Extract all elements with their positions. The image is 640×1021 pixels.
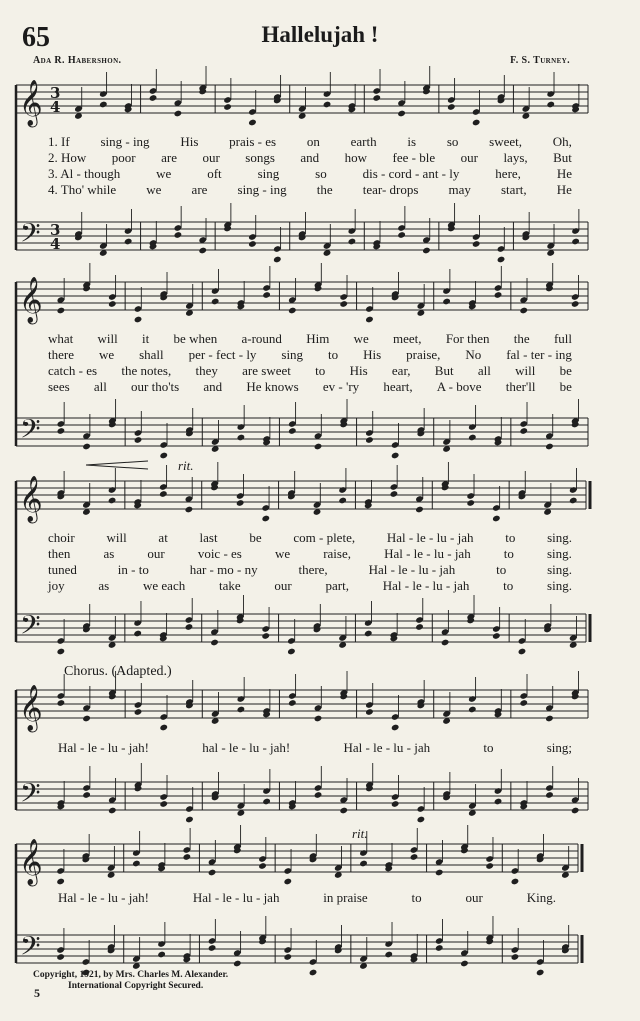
note-head: [390, 490, 399, 498]
note-head: [283, 878, 292, 886]
lyric-syllable: com - plete,: [293, 530, 356, 545]
lyric-syllable: songs: [245, 150, 275, 165]
note-head: [198, 247, 207, 255]
note-head: [571, 238, 580, 246]
lyric-syllable: what: [48, 331, 74, 346]
hymn-number: 65: [22, 22, 50, 53]
lyric-syllable: sing.: [547, 578, 572, 593]
lyric-syllable: sees: [48, 379, 70, 394]
lyric-line: [58, 740, 572, 756]
note-head: [236, 499, 245, 507]
note-head: [159, 490, 168, 498]
note-head: [283, 953, 292, 961]
note-head: [210, 639, 219, 647]
lyric-syllable: at: [158, 530, 168, 545]
lyric-line: [48, 578, 572, 594]
lyric-syllable: ev - 'ry: [322, 379, 360, 394]
copyright-notice: Copyright, 1921, by Mrs. Charles M. Alexander.: [33, 970, 229, 980]
bass-clef-icon: 𝄢: [20, 930, 41, 968]
treble-clef-icon: 𝄞: [19, 839, 43, 885]
note-head: [273, 256, 282, 264]
lyric-syllable: our: [147, 546, 165, 561]
lyric-syllable: our: [274, 578, 292, 593]
lyric-syllable: to: [315, 363, 326, 378]
note-head: [494, 291, 503, 299]
lyric-syllable: 2. How: [48, 150, 87, 165]
note-head: [472, 240, 481, 248]
note-head: [248, 119, 257, 127]
lyric-syllable: to: [505, 530, 516, 545]
lyric-syllable: Hal - le - lu - jah!: [58, 890, 149, 905]
note-head: [397, 231, 406, 239]
hairpin-marking: [86, 461, 148, 469]
note-head: [365, 708, 374, 716]
lyric-syllable: is: [407, 134, 417, 149]
lyric-syllable: to: [483, 740, 494, 755]
note-head: [497, 256, 506, 264]
note-head: [108, 497, 117, 505]
note-head: [174, 110, 183, 118]
note-head: [99, 101, 108, 109]
lyric-line: [48, 347, 572, 363]
lyric-syllable: and: [300, 150, 320, 165]
lyric-syllable: the: [316, 182, 333, 197]
lyric-syllable: Him: [306, 331, 330, 346]
note-head: [348, 238, 357, 246]
note-head: [410, 853, 419, 861]
note-head: [108, 300, 117, 308]
lyric-syllable: on: [306, 134, 320, 149]
lyric-syllable: har - mo - ny: [189, 562, 258, 577]
note-head: [571, 807, 580, 815]
lyric-syllable: may: [448, 182, 471, 197]
lyric-syllable: we: [353, 331, 369, 346]
note-head: [57, 699, 66, 707]
lyric-syllable: Oh,: [552, 134, 572, 149]
lyric-syllable: Hal - le - lu - jah: [343, 740, 431, 755]
note-head: [134, 436, 143, 444]
lyric-syllable: as: [98, 578, 110, 593]
lyric-syllable: a-round: [241, 331, 282, 346]
lyric-syllable: are sweet: [242, 363, 291, 378]
lyric-syllable: Hal - le - lu - jah: [384, 546, 471, 561]
lyric-syllable: so: [315, 166, 327, 181]
lyric-syllable: as: [103, 546, 115, 561]
note-head: [435, 869, 444, 877]
note-head: [391, 800, 400, 808]
note-head: [174, 231, 183, 239]
lyric-syllable: sing.: [547, 530, 572, 545]
lyric-syllable: fal - ter - ing: [506, 347, 572, 362]
note-head: [185, 816, 194, 824]
lyric-syllable: we each: [143, 578, 186, 593]
lyric-syllable: then: [48, 546, 71, 561]
note-head: [56, 878, 65, 886]
lyric-syllable: we: [274, 546, 291, 561]
lyric-line: [48, 134, 572, 150]
note-head: [185, 506, 194, 514]
ritardando-marking: rit.: [178, 458, 194, 473]
note-head: [149, 94, 158, 102]
music-composer: F. S. Turney.: [510, 55, 570, 66]
note-head: [466, 499, 475, 507]
note-head: [519, 307, 528, 315]
chorus-label: Chorus. (Adapted.): [64, 664, 172, 679]
note-head: [159, 452, 168, 460]
note-head: [364, 630, 373, 638]
note-head: [157, 951, 166, 959]
lyric-syllable: His: [363, 347, 382, 362]
note-head: [546, 101, 555, 109]
lyric-syllable: Hal - le - lu - jah: [192, 890, 280, 905]
lyric-syllable: the notes,: [121, 363, 172, 378]
lyric-syllable: sing: [281, 347, 304, 362]
note-head: [569, 497, 578, 505]
lyric-syllable: take: [218, 578, 241, 593]
note-head: [545, 715, 554, 723]
lyric-syllable: it: [142, 331, 150, 346]
note-head: [545, 791, 554, 799]
lyric-syllable: will: [515, 363, 536, 378]
note-head: [124, 238, 133, 246]
time-signature-bottom: 4: [50, 235, 61, 253]
lyric-syllable: sing: [257, 166, 280, 181]
note-head: [441, 639, 450, 647]
note-head: [492, 515, 501, 523]
note-head: [323, 101, 332, 109]
note-head: [339, 300, 348, 308]
note-head: [132, 860, 141, 868]
lyric-syllable: we: [98, 347, 115, 362]
lyric-syllable: be: [559, 363, 572, 378]
bass-clef-icon: 𝄢: [20, 777, 41, 815]
lyric-line: [48, 546, 572, 562]
note-head: [372, 94, 381, 102]
lyric-syllable: so: [446, 134, 459, 149]
lyric-syllable: tear- drops: [362, 182, 419, 197]
lyric-syllable: He knows: [246, 379, 299, 394]
lyric-syllable: are: [161, 150, 177, 165]
note-head: [237, 434, 246, 442]
lyric-syllable: No: [465, 347, 482, 362]
lyric-syllable: He: [556, 166, 572, 181]
lyric-line: [48, 331, 572, 347]
note-head: [338, 497, 347, 505]
note-head: [82, 791, 91, 799]
note-head: [492, 632, 501, 640]
lyric-line: [48, 379, 572, 395]
lyric-syllable: But: [553, 150, 572, 165]
note-head: [262, 291, 271, 299]
lyric-syllable: will: [97, 331, 118, 346]
lyric-syllable: King.: [526, 890, 556, 905]
note-head: [485, 862, 494, 870]
lyric-syllable: sweet,: [489, 134, 522, 149]
lyric-syllable: our: [460, 150, 478, 165]
note-head: [56, 953, 65, 961]
lyric-syllable: praise,: [406, 347, 441, 362]
note-head: [287, 648, 296, 656]
lyric-syllable: 4. Tho' while: [48, 182, 117, 197]
treble-clef-icon: 𝄞: [19, 476, 43, 522]
lyric-syllable: But: [434, 363, 454, 378]
lyric-line: [48, 150, 572, 166]
lyric-line: [48, 166, 572, 182]
lyric-syllable: full: [553, 331, 572, 346]
note-head: [339, 807, 348, 815]
note-head: [208, 869, 217, 877]
lyric-syllable: catch - es: [48, 363, 98, 378]
note-head: [442, 298, 451, 306]
lyric-syllable: oft: [207, 166, 222, 181]
note-head: [288, 427, 297, 435]
note-head: [397, 110, 406, 118]
lyric-syllable: Hal - le - lu - jah: [368, 562, 456, 577]
note-head: [415, 623, 424, 631]
note-head: [359, 860, 368, 868]
note-head: [536, 969, 545, 977]
lyric-syllable: fee - ble: [392, 150, 436, 165]
lyric-syllable: hal - le - lu - jah!: [202, 740, 291, 755]
note-head: [159, 724, 168, 732]
lyric-syllable: raise,: [323, 546, 351, 561]
lyric-syllable: in - to: [117, 562, 149, 577]
lyric-line: [48, 562, 572, 578]
note-head: [248, 240, 257, 248]
lyric-syllable: He: [556, 182, 572, 197]
note-head: [261, 515, 270, 523]
lyric-syllable: start,: [501, 182, 527, 197]
lyric-syllable: to: [411, 890, 422, 905]
note-head: [511, 878, 520, 886]
lyric-syllable: to: [503, 546, 514, 561]
note-head: [288, 699, 297, 707]
note-head: [185, 623, 194, 631]
lyric-syllable: 3. Al - though: [48, 166, 121, 181]
note-head: [262, 798, 271, 806]
lyric-syllable: ther'll: [505, 379, 536, 394]
lyric-syllable: and: [203, 379, 223, 394]
note-head: [435, 944, 444, 952]
lyric-syllable: dis - cord - ant - ly: [362, 166, 460, 181]
note-head: [365, 316, 374, 324]
lyric-syllable: be: [559, 379, 572, 394]
note-head: [417, 816, 426, 824]
note-head: [468, 706, 477, 714]
lyric-syllable: For then: [445, 331, 490, 346]
note-head: [258, 862, 267, 870]
note-head: [57, 648, 66, 656]
note-head: [237, 706, 246, 714]
international-copyright: International Copyright Secured.: [68, 981, 204, 991]
lyric-syllable: in praise: [323, 890, 368, 905]
lyric-syllable: shall: [139, 347, 164, 362]
note-head: [288, 307, 297, 315]
treble-clef-icon: 𝄞: [19, 277, 43, 323]
note-head: [519, 699, 528, 707]
lyric-syllable: be: [249, 530, 262, 545]
note-head: [208, 944, 217, 952]
lyric-syllable: our tho'ts: [131, 379, 180, 394]
lyric-syllable: choir: [48, 530, 75, 545]
lyric-syllable: voic - es: [197, 546, 242, 561]
note-head: [223, 103, 232, 111]
note-head: [314, 443, 323, 451]
note-head: [545, 443, 554, 451]
note-head: [494, 798, 503, 806]
lyric-syllable: all: [93, 379, 107, 394]
lyric-line: [48, 182, 572, 198]
lyric-syllable: our: [202, 150, 220, 165]
lyric-syllable: earth: [350, 134, 377, 149]
lyric-syllable: meet,: [393, 331, 422, 346]
lyric-syllable: 1. If: [48, 134, 70, 149]
lyric-syllable: sing;: [546, 740, 572, 755]
lyric-syllable: our: [465, 890, 483, 905]
note-head: [134, 708, 143, 716]
ritardando-marking: rit.: [352, 826, 368, 841]
time-signature-bottom: 4: [50, 98, 61, 116]
lyric-syllable: joy: [48, 578, 65, 593]
note-head: [422, 247, 431, 255]
page-mark: 5: [34, 986, 40, 1000]
lyric-syllable: Hal - le - lu - jah: [382, 578, 470, 593]
lyric-syllable: Hal - le - lu - jah: [386, 530, 474, 545]
lyric-syllable: will: [106, 530, 127, 545]
note-head: [314, 715, 323, 723]
lyric-syllable: poor: [111, 150, 136, 165]
note-head: [133, 630, 142, 638]
lyric-syllable: per - fect - ly: [188, 347, 257, 362]
lyric-syllable: sing - ing: [100, 134, 150, 149]
lyric-syllable: we: [146, 182, 162, 197]
lyric-syllable: tuned: [48, 562, 77, 577]
note-head: [82, 443, 91, 451]
note-head: [415, 506, 424, 514]
hymn-title: Hallelujah !: [261, 22, 379, 47]
lyric-syllable: sing.: [546, 546, 572, 561]
note-head: [183, 853, 192, 861]
note-head: [211, 298, 220, 306]
lyric-syllable: sing - ing: [237, 182, 287, 197]
bass-clef-icon: 𝄢: [20, 609, 41, 647]
lyric-line: [58, 890, 556, 906]
lyric-syllable: heart,: [383, 379, 413, 394]
note-head: [511, 953, 520, 961]
lyric-syllable: there,: [298, 562, 328, 577]
lyric-syllable: lays,: [503, 150, 528, 165]
time-signature-top: 3: [50, 221, 61, 239]
lyric-syllable: last: [199, 530, 218, 545]
bass-clef-icon: 𝄢: [20, 413, 41, 451]
note-head: [391, 452, 400, 460]
note-head: [159, 800, 168, 808]
note-head: [571, 300, 580, 308]
note-head: [391, 724, 400, 732]
time-signature-top: 3: [50, 84, 61, 102]
lyric-syllable: Hal - le - lu - jah!: [58, 740, 149, 755]
lyric-syllable: how: [344, 150, 368, 165]
treble-clef-icon: 𝄞: [19, 80, 43, 126]
lyric-line: [48, 363, 572, 379]
note-head: [261, 632, 270, 640]
note-head: [447, 103, 456, 111]
lyric-syllable: the: [513, 331, 530, 346]
note-head: [314, 791, 323, 799]
lyric-syllable: there: [48, 347, 74, 362]
lyric-syllable: they: [195, 363, 218, 378]
lyric-syllable: ear,: [391, 363, 411, 378]
note-head: [57, 427, 66, 435]
note-head: [384, 951, 393, 959]
note-head: [460, 960, 469, 968]
note-head: [518, 648, 527, 656]
lyric-syllable: are: [191, 182, 208, 197]
note-head: [519, 427, 528, 435]
lyric-syllable: sing.: [547, 562, 572, 577]
lyric-syllable: A - bove: [436, 379, 482, 394]
lyric-syllable: to: [328, 347, 339, 362]
lyric-syllable: prais - es: [229, 134, 277, 149]
note-head: [365, 436, 374, 444]
bass-clef-icon: 𝄢: [20, 217, 41, 255]
note-head: [233, 960, 242, 968]
note-head: [468, 434, 477, 442]
treble-clef-icon: 𝄞: [19, 685, 43, 731]
lyric-syllable: His: [349, 363, 368, 378]
lyric-syllable: His: [180, 134, 199, 149]
lyric-syllable: part,: [325, 578, 349, 593]
note-head: [57, 307, 66, 315]
words-author: Ada R. Habershon.: [33, 55, 122, 66]
note-head: [108, 807, 117, 815]
lyric-syllable: be when: [173, 331, 218, 346]
lyric-syllable: to: [496, 562, 507, 577]
lyric-syllable: we: [156, 166, 172, 181]
note-head: [309, 969, 318, 977]
lyric-syllable: all: [477, 363, 491, 378]
note-head: [472, 119, 481, 127]
note-head: [134, 316, 143, 324]
note-head: [82, 715, 91, 723]
lyric-syllable: to: [503, 578, 514, 593]
lyric-line: [48, 530, 572, 546]
lyric-syllable: here,: [495, 166, 521, 181]
